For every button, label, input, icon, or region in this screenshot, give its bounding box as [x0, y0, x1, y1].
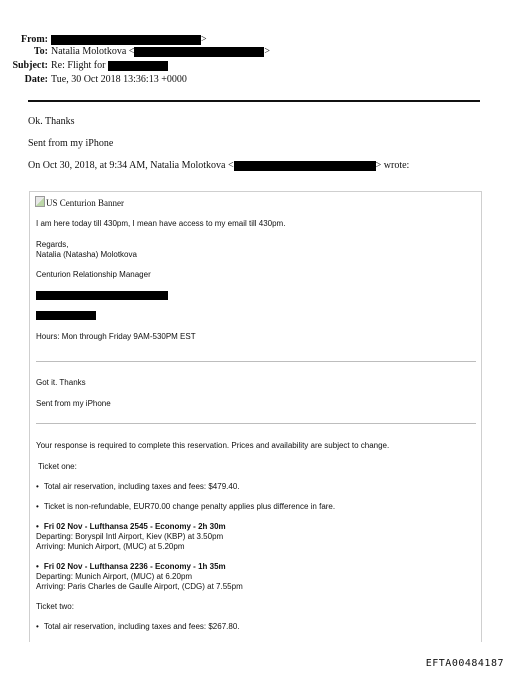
to-value: Natalia Molotkova <: [51, 46, 135, 57]
date-value: Tue, 30 Oct 2018 13:36:13 +0000: [51, 74, 187, 85]
quoted-got-it: Got it. Thanks: [36, 378, 86, 387]
segment-2-title: • Fri 02 Nov - Lufthansa 2236 - Economy - 1h 35m: [36, 562, 226, 572]
quoted-line-here-today: I am here today till 430pm, I mean have access to my email till 430pm.: [36, 219, 286, 228]
ticket-two-total: • Total air reservation, including taxes and fees: $267.80.: [36, 622, 240, 632]
segment-1-depart: Departing: Boryspil Intl Airport, Kiev (KBP) at 3.50pm: [36, 532, 224, 541]
broken-image-icon: [35, 196, 45, 207]
header-to: [0, 46, 270, 58]
segment-2-depart: Departing: Munich Airport, (MUC) at 6.20pm: [36, 572, 193, 581]
redaction-bar: [36, 291, 168, 300]
from-suffix: >: [201, 34, 207, 45]
quoted-name: Natalia (Natasha) Molotkova: [36, 250, 137, 259]
to-label: To:: [33, 46, 48, 57]
header-date: [0, 74, 187, 86]
redaction-bar: [134, 47, 264, 57]
segment-1-title: • Fri 02 Nov - Lufthansa 2545 - Economy - 2h 30m: [36, 522, 226, 532]
quoted-sent-from: Sent from my iPhone: [36, 399, 111, 408]
redaction-bar: [234, 161, 376, 171]
date-label: Date:: [24, 74, 48, 85]
quoted-regards: Regards,: [36, 240, 69, 249]
quote-intro-text: On Oct 30, 2018, at 9:34 AM, Natalia Molotkova <: [28, 160, 234, 171]
subject-value: Re: Flight for: [51, 60, 106, 71]
redaction-bar: [108, 61, 168, 71]
banner-alt-text: US Centurion Banner: [46, 198, 124, 208]
segment-2-arrive: Arriving: Paris Charles de Gaulle Airport, (CDG) at 7.55pm: [36, 582, 243, 591]
ticket-two-label: Ticket two:: [36, 602, 74, 611]
header-from: [0, 34, 207, 46]
quote-intro: [28, 160, 409, 172]
redaction-bar: [36, 311, 96, 320]
response-required: Your response is required to complete this reservation. Prices and availability are subject to change.: [36, 441, 390, 450]
banner-image: [35, 196, 124, 208]
quoted-hours: Hours: Mon through Friday 9AM-530PM EST: [36, 332, 196, 341]
header-subject: [0, 60, 168, 72]
from-label: From:: [20, 34, 48, 45]
reply-line-1: Ok. Thanks: [28, 116, 75, 127]
ticket-one-refund: • Ticket is non-refundable, EUR70.00 change penalty applies plus difference in fare.: [36, 502, 335, 512]
ticket-one-total: • Total air reservation, including taxes and fees: $479.40.: [36, 482, 240, 492]
quoted-role: Centurion Relationship Manager: [36, 270, 151, 279]
document-id: EFTA00484187: [425, 658, 504, 669]
redaction-bar: [51, 35, 201, 45]
subject-label: Subject:: [12, 60, 48, 71]
reply-line-2: Sent from my iPhone: [28, 138, 114, 149]
divider: [36, 361, 476, 362]
header-divider: [28, 100, 480, 102]
divider: [36, 423, 476, 424]
ticket-one-label: Ticket one:: [38, 462, 77, 471]
quote-intro-suffix: > wrote:: [375, 160, 410, 171]
segment-1-arrive: Arriving: Munich Airport, (MUC) at 5.20pm: [36, 542, 185, 551]
to-suffix: >: [264, 46, 271, 57]
